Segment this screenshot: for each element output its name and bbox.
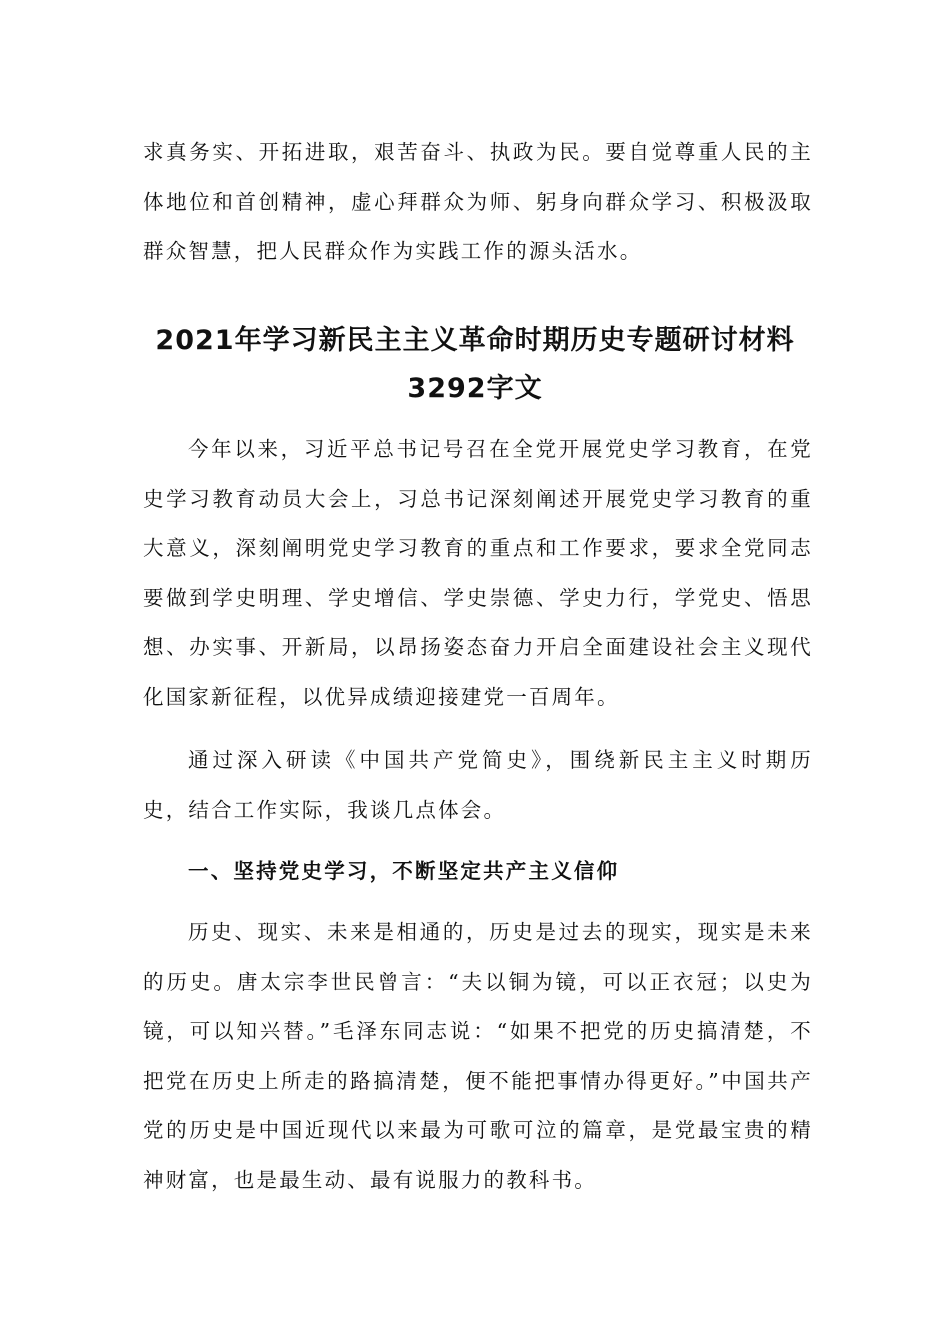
body-paragraph-3: 历史、现实、未来是相通的，历史是过去的现实，现实是未来的历史。唐太宗李世民曾言：“夫以铜为镜，可以正衣冠；以史为镜，可以知兴替。”毛泽东同志说：“如果不把党的历史搞清楚，不把党在历史上所走的路搞清楚，便不能把事情办得更好。”中国共产党的历史是中国近现代以来最为可歌可泣的篇章，是党最宝贵的精神财富，也是最生动、最有说服力的教科书。 [143,920,813,1192]
document-title-line-1: 2021年学习新民主主义革命时期历史专题研讨材料 [155,325,795,356]
intro-paragraph: 求真务实、开拓进取，艰苦奋斗、执政为民。要自觉尊重人民的主体地位和首创精神，虚心拜群众为师、躬身向群众学习、积极汲取群众智慧，把人民群众作为实践工作的源头活水。 [143,140,813,263]
document-title-line-2: 3292字文 [407,373,543,404]
section-heading-1: 一、坚持党史学习，不断坚定共产主义信仰 [188,859,620,883]
body-paragraph-1: 今年以来，习近平总书记号召在全党开展党史学习教育，在党史学习教育动员大会上，习总书记深刻阐述开展党史学习教育的重大意义，深刻阐明党史学习教育的重点和工作要求，要求全党同志要做到学史明理、学史增信、学史崇德、学史力行，学党史、悟思想、办实事、开新局，以昂扬姿态奋力开启全面建设社会主义现代化国家新征程，以优异成绩迎接建党一百周年。 [143,437,813,709]
body-paragraph-2: 通过深入研读《中国共产党简史》，围绕新民主主义时期历史，结合工作实际，我谈几点体会。 [143,748,813,822]
